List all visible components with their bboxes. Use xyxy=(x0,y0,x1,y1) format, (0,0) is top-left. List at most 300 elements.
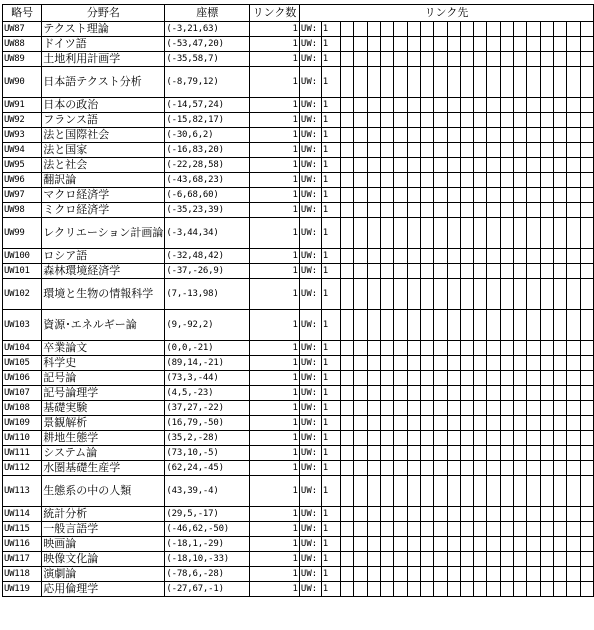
empty-link-cell[interactable] xyxy=(514,552,527,567)
empty-link-cell[interactable] xyxy=(367,356,380,371)
empty-link-cell[interactable] xyxy=(407,582,420,597)
empty-link-cell[interactable] xyxy=(434,158,447,173)
empty-link-cell[interactable] xyxy=(500,341,513,356)
empty-link-cell[interactable] xyxy=(567,371,580,386)
empty-link-cell[interactable] xyxy=(567,52,580,67)
empty-link-cell[interactable] xyxy=(380,507,393,522)
coord-cell[interactable]: (7,-13,98) xyxy=(165,279,250,310)
link-count-cell[interactable]: 1 xyxy=(250,401,300,416)
empty-link-cell[interactable] xyxy=(394,341,407,356)
empty-link-cell[interactable] xyxy=(500,67,513,98)
empty-link-cell[interactable] xyxy=(354,310,367,341)
empty-link-cell[interactable] xyxy=(420,476,433,507)
empty-link-cell[interactable] xyxy=(514,371,527,386)
field-name-cell[interactable]: 日本語テクスト分析 xyxy=(42,67,165,98)
empty-link-cell[interactable] xyxy=(567,386,580,401)
empty-link-cell[interactable] xyxy=(474,188,487,203)
empty-link-cell[interactable] xyxy=(434,537,447,552)
empty-link-cell[interactable] xyxy=(554,446,567,461)
empty-link-cell[interactable] xyxy=(554,279,567,310)
empty-link-cell[interactable] xyxy=(420,173,433,188)
link-prefix-cell[interactable]: UW: xyxy=(299,188,321,203)
empty-link-cell[interactable] xyxy=(420,203,433,218)
empty-link-cell[interactable] xyxy=(460,446,473,461)
empty-link-cell[interactable] xyxy=(554,552,567,567)
empty-link-cell[interactable] xyxy=(527,98,540,113)
empty-link-cell[interactable] xyxy=(554,386,567,401)
empty-link-cell[interactable] xyxy=(580,310,593,341)
link-count-cell[interactable]: 1 xyxy=(250,52,300,67)
empty-link-cell[interactable] xyxy=(474,476,487,507)
empty-link-cell[interactable] xyxy=(407,52,420,67)
empty-link-cell[interactable] xyxy=(460,371,473,386)
empty-link-cell[interactable] xyxy=(367,416,380,431)
empty-link-cell[interactable] xyxy=(474,113,487,128)
link-prefix-cell[interactable]: UW: xyxy=(299,522,321,537)
empty-link-cell[interactable] xyxy=(500,22,513,37)
link-prefix-cell[interactable]: UW: xyxy=(299,158,321,173)
link-target-cell[interactable]: 1 xyxy=(321,446,340,461)
coord-cell[interactable]: (73,10,-5) xyxy=(165,446,250,461)
empty-link-cell[interactable] xyxy=(354,401,367,416)
empty-link-cell[interactable] xyxy=(474,128,487,143)
empty-link-cell[interactable] xyxy=(540,386,553,401)
empty-link-cell[interactable] xyxy=(380,341,393,356)
empty-link-cell[interactable] xyxy=(354,522,367,537)
empty-link-cell[interactable] xyxy=(540,310,553,341)
field-name-cell[interactable]: 日本の政治 xyxy=(42,98,165,113)
empty-link-cell[interactable] xyxy=(500,249,513,264)
coord-cell[interactable]: (9,-92,2) xyxy=(165,310,250,341)
empty-link-cell[interactable] xyxy=(354,188,367,203)
empty-link-cell[interactable] xyxy=(407,188,420,203)
empty-link-cell[interactable] xyxy=(540,52,553,67)
empty-link-cell[interactable] xyxy=(514,218,527,249)
empty-link-cell[interactable] xyxy=(540,461,553,476)
empty-link-cell[interactable] xyxy=(341,128,354,143)
empty-link-cell[interactable] xyxy=(514,98,527,113)
empty-link-cell[interactable] xyxy=(514,67,527,98)
empty-link-cell[interactable] xyxy=(354,98,367,113)
empty-link-cell[interactable] xyxy=(447,310,460,341)
empty-link-cell[interactable] xyxy=(434,188,447,203)
empty-link-cell[interactable] xyxy=(341,416,354,431)
empty-link-cell[interactable] xyxy=(567,341,580,356)
empty-link-cell[interactable] xyxy=(394,128,407,143)
empty-link-cell[interactable] xyxy=(460,67,473,98)
link-target-cell[interactable]: 1 xyxy=(321,37,340,52)
empty-link-cell[interactable] xyxy=(434,128,447,143)
empty-link-cell[interactable] xyxy=(380,264,393,279)
empty-link-cell[interactable] xyxy=(460,52,473,67)
coord-cell[interactable]: (-35,58,7) xyxy=(165,52,250,67)
empty-link-cell[interactable] xyxy=(367,431,380,446)
empty-link-cell[interactable] xyxy=(554,371,567,386)
empty-link-cell[interactable] xyxy=(567,356,580,371)
empty-link-cell[interactable] xyxy=(341,371,354,386)
empty-link-cell[interactable] xyxy=(554,401,567,416)
empty-link-cell[interactable] xyxy=(420,341,433,356)
link-target-cell[interactable]: 1 xyxy=(321,128,340,143)
code-cell[interactable]: UW97 xyxy=(3,188,42,203)
empty-link-cell[interactable] xyxy=(447,522,460,537)
link-count-cell[interactable]: 1 xyxy=(250,188,300,203)
empty-link-cell[interactable] xyxy=(380,310,393,341)
empty-link-cell[interactable] xyxy=(540,128,553,143)
link-target-cell[interactable]: 1 xyxy=(321,52,340,67)
empty-link-cell[interactable] xyxy=(567,22,580,37)
empty-link-cell[interactable] xyxy=(514,416,527,431)
link-prefix-cell[interactable]: UW: xyxy=(299,416,321,431)
code-cell[interactable]: UW87 xyxy=(3,22,42,37)
link-target-cell[interactable]: 1 xyxy=(321,522,340,537)
coord-cell[interactable]: (-3,44,34) xyxy=(165,218,250,249)
empty-link-cell[interactable] xyxy=(367,582,380,597)
empty-link-cell[interactable] xyxy=(407,401,420,416)
empty-link-cell[interactable] xyxy=(407,416,420,431)
empty-link-cell[interactable] xyxy=(420,431,433,446)
empty-link-cell[interactable] xyxy=(554,356,567,371)
empty-link-cell[interactable] xyxy=(434,461,447,476)
empty-link-cell[interactable] xyxy=(420,98,433,113)
link-prefix-cell[interactable]: UW: xyxy=(299,143,321,158)
empty-link-cell[interactable] xyxy=(540,218,553,249)
empty-link-cell[interactable] xyxy=(487,401,500,416)
empty-link-cell[interactable] xyxy=(420,22,433,37)
empty-link-cell[interactable] xyxy=(354,52,367,67)
empty-link-cell[interactable] xyxy=(354,264,367,279)
empty-link-cell[interactable] xyxy=(554,67,567,98)
empty-link-cell[interactable] xyxy=(367,537,380,552)
empty-link-cell[interactable] xyxy=(527,279,540,310)
empty-link-cell[interactable] xyxy=(407,386,420,401)
empty-link-cell[interactable] xyxy=(527,416,540,431)
link-prefix-cell[interactable]: UW: xyxy=(299,431,321,446)
field-name-cell[interactable]: 演劇論 xyxy=(42,567,165,582)
empty-link-cell[interactable] xyxy=(567,264,580,279)
empty-link-cell[interactable] xyxy=(380,522,393,537)
link-count-cell[interactable]: 1 xyxy=(250,507,300,522)
code-cell[interactable]: UW118 xyxy=(3,567,42,582)
link-prefix-cell[interactable]: UW: xyxy=(299,22,321,37)
field-name-cell[interactable]: 資源･エネルギー論 xyxy=(42,310,165,341)
empty-link-cell[interactable] xyxy=(354,22,367,37)
empty-link-cell[interactable] xyxy=(420,552,433,567)
link-prefix-cell[interactable]: UW: xyxy=(299,264,321,279)
link-count-cell[interactable]: 1 xyxy=(250,113,300,128)
empty-link-cell[interactable] xyxy=(407,203,420,218)
field-name-cell[interactable]: 耕地生態学 xyxy=(42,431,165,446)
empty-link-cell[interactable] xyxy=(420,507,433,522)
empty-link-cell[interactable] xyxy=(447,128,460,143)
empty-link-cell[interactable] xyxy=(380,416,393,431)
code-cell[interactable]: UW104 xyxy=(3,341,42,356)
link-prefix-cell[interactable]: UW: xyxy=(299,476,321,507)
code-cell[interactable]: UW95 xyxy=(3,158,42,173)
link-count-cell[interactable]: 1 xyxy=(250,386,300,401)
link-count-cell[interactable]: 1 xyxy=(250,567,300,582)
code-cell[interactable]: UW119 xyxy=(3,582,42,597)
empty-link-cell[interactable] xyxy=(527,582,540,597)
empty-link-cell[interactable] xyxy=(447,37,460,52)
link-count-cell[interactable]: 1 xyxy=(250,416,300,431)
empty-link-cell[interactable] xyxy=(580,446,593,461)
empty-link-cell[interactable] xyxy=(554,173,567,188)
code-cell[interactable]: UW102 xyxy=(3,279,42,310)
empty-link-cell[interactable] xyxy=(460,188,473,203)
link-prefix-cell[interactable]: UW: xyxy=(299,567,321,582)
empty-link-cell[interactable] xyxy=(434,446,447,461)
empty-link-cell[interactable] xyxy=(380,22,393,37)
empty-link-cell[interactable] xyxy=(580,552,593,567)
empty-link-cell[interactable] xyxy=(367,22,380,37)
empty-link-cell[interactable] xyxy=(514,522,527,537)
empty-link-cell[interactable] xyxy=(380,143,393,158)
empty-link-cell[interactable] xyxy=(447,279,460,310)
empty-link-cell[interactable] xyxy=(354,341,367,356)
empty-link-cell[interactable] xyxy=(554,52,567,67)
empty-link-cell[interactable] xyxy=(394,203,407,218)
empty-link-cell[interactable] xyxy=(567,279,580,310)
empty-link-cell[interactable] xyxy=(500,310,513,341)
empty-link-cell[interactable] xyxy=(434,567,447,582)
empty-link-cell[interactable] xyxy=(367,173,380,188)
empty-link-cell[interactable] xyxy=(354,37,367,52)
coord-cell[interactable]: (-3,21,63) xyxy=(165,22,250,37)
link-prefix-cell[interactable]: UW: xyxy=(299,371,321,386)
empty-link-cell[interactable] xyxy=(354,143,367,158)
link-target-cell[interactable]: 1 xyxy=(321,386,340,401)
empty-link-cell[interactable] xyxy=(420,386,433,401)
code-cell[interactable]: UW96 xyxy=(3,173,42,188)
empty-link-cell[interactable] xyxy=(580,371,593,386)
empty-link-cell[interactable] xyxy=(554,37,567,52)
empty-link-cell[interactable] xyxy=(380,582,393,597)
link-count-cell[interactable]: 1 xyxy=(250,67,300,98)
empty-link-cell[interactable] xyxy=(394,249,407,264)
empty-link-cell[interactable] xyxy=(460,249,473,264)
empty-link-cell[interactable] xyxy=(527,446,540,461)
empty-link-cell[interactable] xyxy=(354,158,367,173)
empty-link-cell[interactable] xyxy=(434,98,447,113)
empty-link-cell[interactable] xyxy=(447,446,460,461)
empty-link-cell[interactable] xyxy=(460,386,473,401)
link-target-cell[interactable]: 1 xyxy=(321,356,340,371)
field-name-cell[interactable]: ロシア語 xyxy=(42,249,165,264)
empty-link-cell[interactable] xyxy=(407,461,420,476)
empty-link-cell[interactable] xyxy=(460,552,473,567)
empty-link-cell[interactable] xyxy=(460,143,473,158)
empty-link-cell[interactable] xyxy=(474,567,487,582)
empty-link-cell[interactable] xyxy=(514,143,527,158)
empty-link-cell[interactable] xyxy=(394,279,407,310)
empty-link-cell[interactable] xyxy=(514,431,527,446)
coord-cell[interactable]: (-53,47,20) xyxy=(165,37,250,52)
empty-link-cell[interactable] xyxy=(500,446,513,461)
empty-link-cell[interactable] xyxy=(514,249,527,264)
empty-link-cell[interactable] xyxy=(474,341,487,356)
empty-link-cell[interactable] xyxy=(354,461,367,476)
empty-link-cell[interactable] xyxy=(487,264,500,279)
empty-link-cell[interactable] xyxy=(460,279,473,310)
empty-link-cell[interactable] xyxy=(487,461,500,476)
empty-link-cell[interactable] xyxy=(447,264,460,279)
empty-link-cell[interactable] xyxy=(500,52,513,67)
empty-link-cell[interactable] xyxy=(527,522,540,537)
empty-link-cell[interactable] xyxy=(380,386,393,401)
code-cell[interactable]: UW114 xyxy=(3,507,42,522)
code-cell[interactable]: UW110 xyxy=(3,431,42,446)
header-coord[interactable]: 座標 xyxy=(165,5,250,22)
empty-link-cell[interactable] xyxy=(447,113,460,128)
empty-link-cell[interactable] xyxy=(447,567,460,582)
empty-link-cell[interactable] xyxy=(527,218,540,249)
link-target-cell[interactable]: 1 xyxy=(321,582,340,597)
empty-link-cell[interactable] xyxy=(460,158,473,173)
link-count-cell[interactable]: 1 xyxy=(250,461,300,476)
link-prefix-cell[interactable]: UW: xyxy=(299,341,321,356)
empty-link-cell[interactable] xyxy=(554,582,567,597)
empty-link-cell[interactable] xyxy=(580,264,593,279)
field-name-cell[interactable]: 法と国家 xyxy=(42,143,165,158)
empty-link-cell[interactable] xyxy=(540,401,553,416)
empty-link-cell[interactable] xyxy=(354,371,367,386)
link-prefix-cell[interactable]: UW: xyxy=(299,537,321,552)
empty-link-cell[interactable] xyxy=(540,446,553,461)
link-prefix-cell[interactable]: UW: xyxy=(299,113,321,128)
empty-link-cell[interactable] xyxy=(580,537,593,552)
empty-link-cell[interactable] xyxy=(487,67,500,98)
empty-link-cell[interactable] xyxy=(474,52,487,67)
empty-link-cell[interactable] xyxy=(420,310,433,341)
code-cell[interactable]: UW109 xyxy=(3,416,42,431)
empty-link-cell[interactable] xyxy=(474,356,487,371)
empty-link-cell[interactable] xyxy=(341,507,354,522)
empty-link-cell[interactable] xyxy=(500,158,513,173)
empty-link-cell[interactable] xyxy=(554,310,567,341)
empty-link-cell[interactable] xyxy=(527,386,540,401)
empty-link-cell[interactable] xyxy=(420,461,433,476)
link-target-cell[interactable]: 1 xyxy=(321,371,340,386)
empty-link-cell[interactable] xyxy=(487,386,500,401)
empty-link-cell[interactable] xyxy=(407,98,420,113)
empty-link-cell[interactable] xyxy=(354,386,367,401)
empty-link-cell[interactable] xyxy=(447,158,460,173)
link-target-cell[interactable]: 1 xyxy=(321,113,340,128)
empty-link-cell[interactable] xyxy=(567,476,580,507)
empty-link-cell[interactable] xyxy=(580,416,593,431)
empty-link-cell[interactable] xyxy=(354,446,367,461)
coord-cell[interactable]: (89,14,-21) xyxy=(165,356,250,371)
field-name-cell[interactable]: 記号論理学 xyxy=(42,386,165,401)
empty-link-cell[interactable] xyxy=(354,537,367,552)
empty-link-cell[interactable] xyxy=(540,537,553,552)
coord-cell[interactable]: (-43,68,23) xyxy=(165,173,250,188)
link-target-cell[interactable]: 1 xyxy=(321,158,340,173)
empty-link-cell[interactable] xyxy=(420,218,433,249)
empty-link-cell[interactable] xyxy=(394,98,407,113)
empty-link-cell[interactable] xyxy=(540,507,553,522)
field-name-cell[interactable]: 統計分析 xyxy=(42,507,165,522)
empty-link-cell[interactable] xyxy=(341,264,354,279)
field-name-cell[interactable]: 映像文化論 xyxy=(42,552,165,567)
empty-link-cell[interactable] xyxy=(540,552,553,567)
empty-link-cell[interactable] xyxy=(514,461,527,476)
empty-link-cell[interactable] xyxy=(540,371,553,386)
link-count-cell[interactable]: 1 xyxy=(250,22,300,37)
empty-link-cell[interactable] xyxy=(514,507,527,522)
empty-link-cell[interactable] xyxy=(567,218,580,249)
empty-link-cell[interactable] xyxy=(580,401,593,416)
empty-link-cell[interactable] xyxy=(487,279,500,310)
empty-link-cell[interactable] xyxy=(407,218,420,249)
empty-link-cell[interactable] xyxy=(367,128,380,143)
link-count-cell[interactable]: 1 xyxy=(250,537,300,552)
empty-link-cell[interactable] xyxy=(420,67,433,98)
code-cell[interactable]: UW107 xyxy=(3,386,42,401)
code-cell[interactable]: UW92 xyxy=(3,113,42,128)
empty-link-cell[interactable] xyxy=(500,218,513,249)
empty-link-cell[interactable] xyxy=(527,188,540,203)
link-prefix-cell[interactable]: UW: xyxy=(299,203,321,218)
empty-link-cell[interactable] xyxy=(567,158,580,173)
empty-link-cell[interactable] xyxy=(580,158,593,173)
empty-link-cell[interactable] xyxy=(420,158,433,173)
link-count-cell[interactable]: 1 xyxy=(250,341,300,356)
empty-link-cell[interactable] xyxy=(341,386,354,401)
empty-link-cell[interactable] xyxy=(447,249,460,264)
empty-link-cell[interactable] xyxy=(394,218,407,249)
empty-link-cell[interactable] xyxy=(380,461,393,476)
empty-link-cell[interactable] xyxy=(434,264,447,279)
empty-link-cell[interactable] xyxy=(407,310,420,341)
code-cell[interactable]: UW113 xyxy=(3,476,42,507)
empty-link-cell[interactable] xyxy=(341,537,354,552)
empty-link-cell[interactable] xyxy=(394,173,407,188)
code-cell[interactable]: UW90 xyxy=(3,67,42,98)
empty-link-cell[interactable] xyxy=(407,371,420,386)
empty-link-cell[interactable] xyxy=(341,113,354,128)
empty-link-cell[interactable] xyxy=(460,218,473,249)
empty-link-cell[interactable] xyxy=(447,386,460,401)
empty-link-cell[interactable] xyxy=(341,218,354,249)
empty-link-cell[interactable] xyxy=(540,476,553,507)
empty-link-cell[interactable] xyxy=(500,113,513,128)
coord-cell[interactable]: (73,3,-44) xyxy=(165,371,250,386)
link-prefix-cell[interactable]: UW: xyxy=(299,310,321,341)
empty-link-cell[interactable] xyxy=(434,386,447,401)
empty-link-cell[interactable] xyxy=(447,143,460,158)
empty-link-cell[interactable] xyxy=(540,37,553,52)
coord-cell[interactable]: (-46,62,-50) xyxy=(165,522,250,537)
empty-link-cell[interactable] xyxy=(567,431,580,446)
link-target-cell[interactable]: 1 xyxy=(321,249,340,264)
empty-link-cell[interactable] xyxy=(527,476,540,507)
link-count-cell[interactable]: 1 xyxy=(250,203,300,218)
empty-link-cell[interactable] xyxy=(514,158,527,173)
coord-cell[interactable]: (35,2,-28) xyxy=(165,431,250,446)
empty-link-cell[interactable] xyxy=(407,264,420,279)
empty-link-cell[interactable] xyxy=(407,537,420,552)
empty-link-cell[interactable] xyxy=(567,128,580,143)
empty-link-cell[interactable] xyxy=(354,218,367,249)
empty-link-cell[interactable] xyxy=(527,203,540,218)
empty-link-cell[interactable] xyxy=(367,341,380,356)
empty-link-cell[interactable] xyxy=(487,113,500,128)
link-prefix-cell[interactable]: UW: xyxy=(299,446,321,461)
empty-link-cell[interactable] xyxy=(514,401,527,416)
field-name-cell[interactable]: 一般言語学 xyxy=(42,522,165,537)
